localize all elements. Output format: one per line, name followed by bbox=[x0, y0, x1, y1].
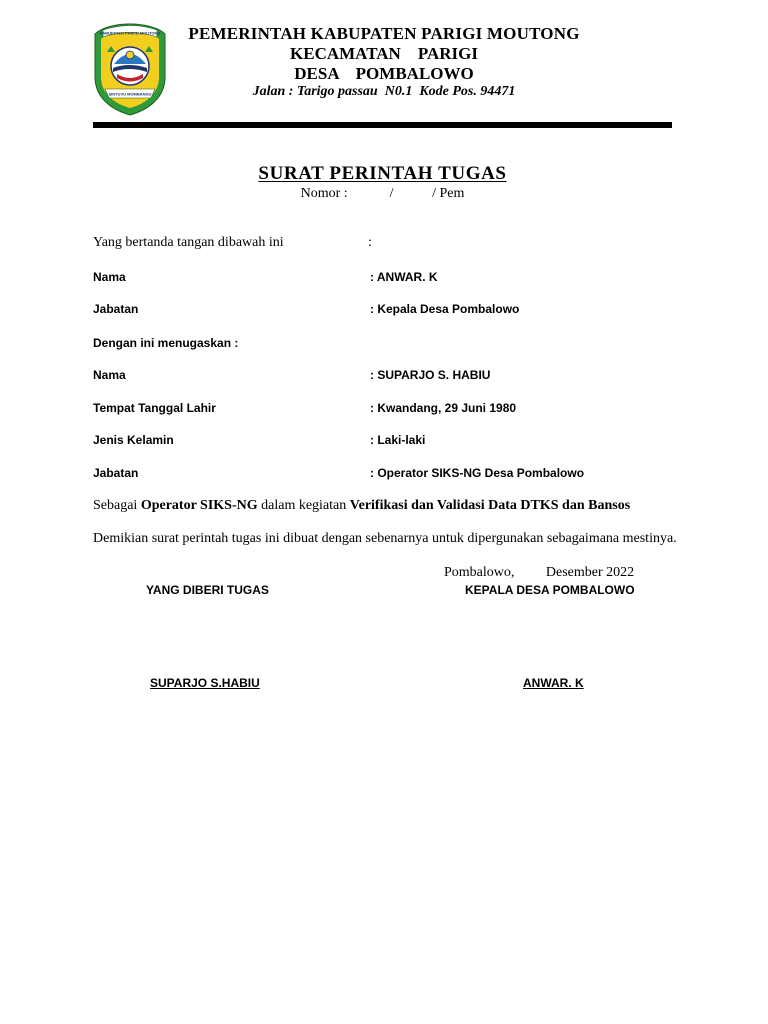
svg-text:KABUPATEN PARIGI MOUTONG: KABUPATEN PARIGI MOUTONG bbox=[99, 30, 161, 36]
svg-text:SINTUVU MOMBANGU: SINTUVU MOMBANGU bbox=[108, 91, 152, 97]
letterhead-rule bbox=[93, 122, 672, 128]
assignee-birth-value: : Kwandang, 29 Juni 1980 bbox=[370, 401, 517, 415]
assignee-position-label: Jabatan bbox=[93, 466, 139, 480]
letterhead-district: KECAMATAN PARIGI bbox=[290, 44, 478, 63]
assignee-name-label: Nama bbox=[93, 368, 126, 382]
purpose-text: Sebagai Operator SIKS-NG dalam kegiatan Verifikasi dan Validasi Data DTKS dan Bansos bbox=[93, 498, 631, 513]
place-date: Pombalowo, Desember 2022 bbox=[444, 565, 635, 580]
assignee-gender-value: : Laki-laki bbox=[370, 433, 426, 447]
assignee-name-value: : SUPARJO S. HABIU bbox=[370, 368, 491, 382]
intro-colon: : bbox=[368, 235, 372, 250]
document-title: SURAT PERINTAH TUGAS bbox=[258, 163, 507, 184]
letterhead-village: DESA POMBALOWO bbox=[294, 64, 474, 83]
closing-text: Demikian surat perintah tugas ini dibuat dengan sebenarnya untuk dipergunakan sebagaimana mestinya. bbox=[93, 531, 677, 546]
assign-heading: Dengan ini menugaskan : bbox=[93, 336, 239, 350]
document-number: Nomor : / / Pem bbox=[300, 186, 465, 201]
letterhead-address: Jalan : Tarigo passau N0.1 Kode Pos. 94471 bbox=[252, 84, 516, 99]
signer-position-label: Jabatan bbox=[93, 302, 139, 316]
assignee-signature-name: SUPARJO S.HABIU bbox=[150, 676, 260, 690]
assignee-signature-role: YANG DIBERI TUGAS bbox=[146, 583, 269, 597]
assignee-birth-label: Tempat Tanggal Lahir bbox=[93, 401, 216, 415]
head-signature-name: ANWAR. K bbox=[523, 676, 584, 690]
head-signature-role: KEPALA DESA POMBALOWO bbox=[465, 583, 635, 597]
assignee-position-value: : Operator SIKS-NG Desa Pombalowo bbox=[370, 466, 585, 480]
signer-position-value: : Kepala Desa Pombalowo bbox=[370, 302, 520, 316]
signer-name-label: Nama bbox=[93, 270, 126, 284]
assignee-gender-label: Jenis Kelamin bbox=[93, 433, 174, 447]
intro-label: Yang bertanda tangan dibawah ini bbox=[93, 235, 284, 250]
letterhead-government: PEMERINTAH KABUPATEN PARIGI MOUTONG bbox=[188, 24, 580, 43]
signer-name-value: : ANWAR. K bbox=[370, 270, 438, 284]
